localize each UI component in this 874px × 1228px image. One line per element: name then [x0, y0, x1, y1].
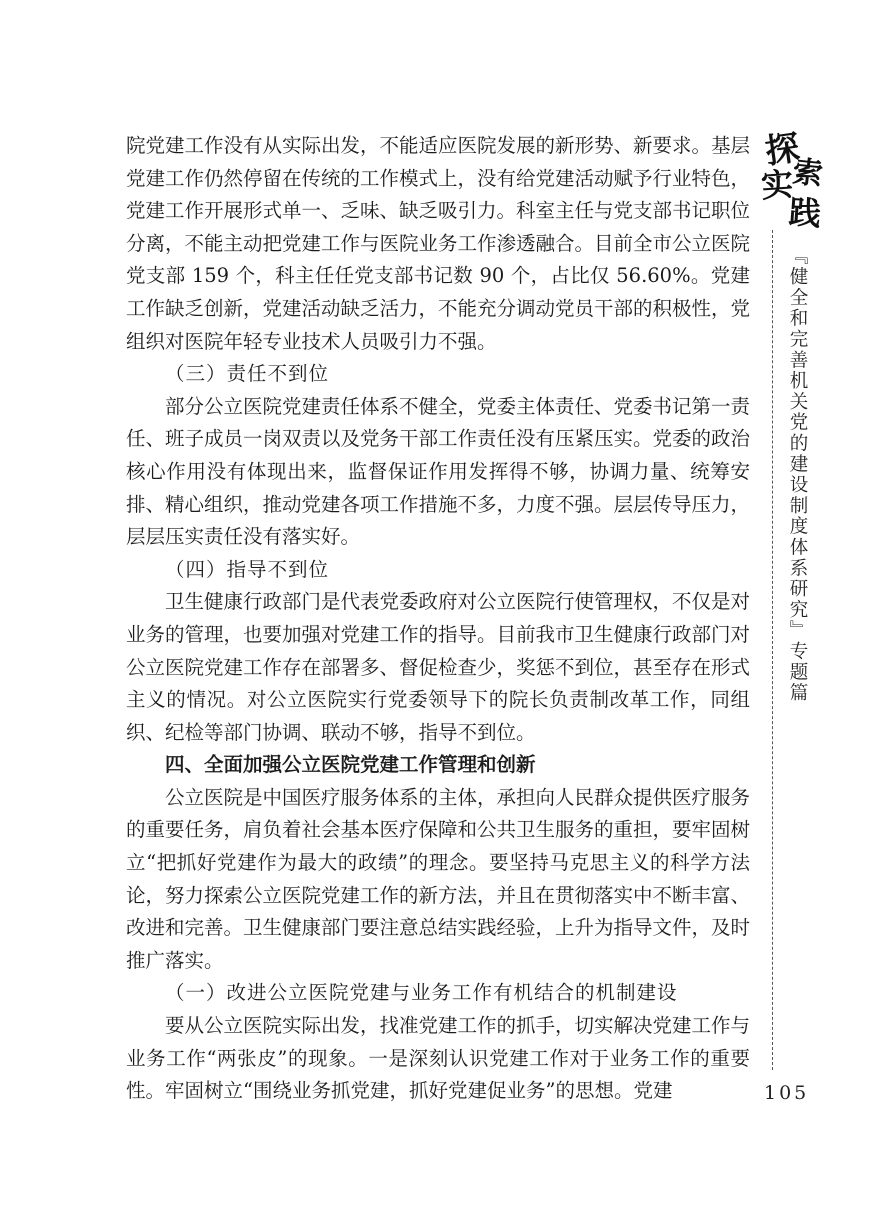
subsection-heading: （一）改进公立医院党建与业务工作有机结合的机制建设	[165, 981, 678, 1005]
page-number: 105	[764, 1082, 810, 1104]
subsection-heading: （三）责任不到位	[165, 362, 330, 386]
paragraph: 卫生健康行政部门是代表党委政府对公立医院行使管理权，不仅是对业务的管理，也要加强对党建工作的指导。目前我市卫生健康行政部门对公立医院党建工作存在部署多、督促检查少，奖惩不到位，甚至存在形式主义的情况。对公立医院实行党委领导下的院长负责制改革工作，同组织、纪检等部门协调、联动不够，指导不到位。	[126, 590, 751, 744]
title-char: 索	[790, 154, 825, 193]
subsection-heading: （四）指导不到位	[165, 557, 330, 581]
title-char: 探	[762, 127, 803, 173]
section-heading: 四、全面加强公立医院党建工作管理和创新	[165, 753, 536, 777]
title-char: 实	[759, 164, 795, 206]
paragraph: 部分公立医院党建责任体系不健全，党委主体责任、党委书记第一责任、班子成员一岗双责以及党务干部工作责任没有压紧压实。党委的政治核心作用没有体现出来，监督保证作用发挥得不够，协调力量、统筹安排、精心组织，推动党建各项工作措施不多，力度不强。层层传导压力，层层压实责任没有落实好。	[126, 394, 751, 549]
paragraph: 要从公立医院实际出发，找准党建工作的抓手，切实解决党建工作与业务工作“两张皮”的现象。一是深刻认识党建工作对于业务工作的重要性。牢固树立“围绕业务抓党建，抓好党建促业务”的思想。党建	[126, 1014, 751, 1103]
side-calligraphy-title	[759, 122, 825, 234]
paragraph: 院党建工作没有从实际出发，不能适应医院发展的新形势、新要求。基层党建工作仍然停留在传统的工作模式上，没有给党建活动赋予行业特色，党建工作开展形式单一、乏味、缺乏吸引力。科室主任与党支部书记职位分离，不能主动把党建工作与医院业务工作渗透融合。目前全市公立医院党支部 159 个，科主任任党支部书记数 90 个，占比仅 56.60%。党建工作缺乏创新，党建活动缺乏活力，不能充分调动党员干部的积极性，党组织对医院年轻专业技术人员吸引力不强。	[126, 134, 751, 353]
margin-dashed-divider	[772, 230, 773, 1070]
side-subtitle: 『健全和完善机关党的建设制度体系研究』专题篇	[787, 246, 808, 704]
paragraph: 公立医院是中国医疗服务体系的主体，承担向人民群众提供医疗服务的重要任务，肩负着社会基本医疗保障和公共卫生服务的重担，要牢固树立“把抓好党建作为最大的政绩”的理念。要坚持马克思主义的科学方法论，努力探索公立医院党建工作的新方法，并且在贯彻落实中不断丰富、改进和完善。卫生健康部门要注意总结实践经验，上升为指导文件，及时推广落实。	[126, 785, 751, 972]
title-char: 践	[787, 192, 823, 234]
body-text	[126, 130, 750, 1108]
